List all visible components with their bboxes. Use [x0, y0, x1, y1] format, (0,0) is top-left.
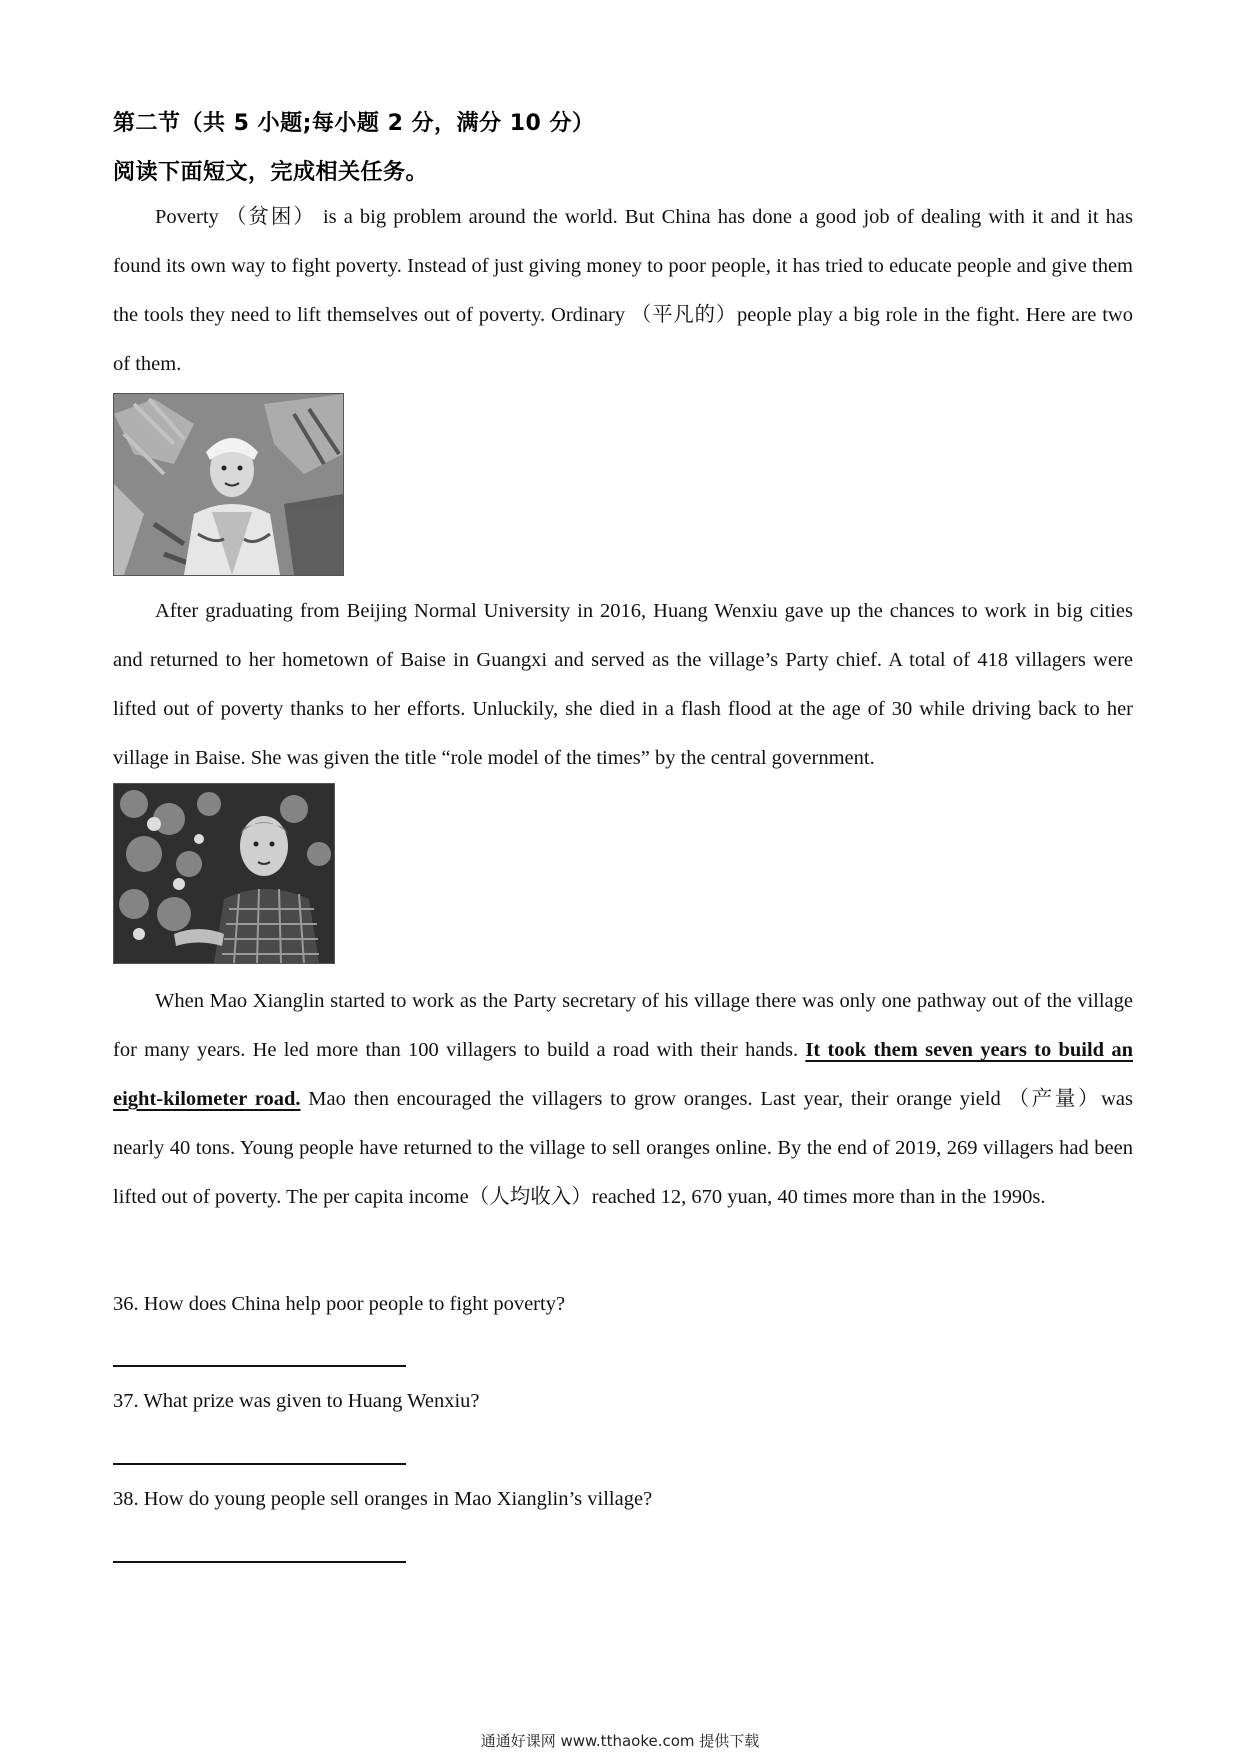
question-36: 36. How does China help poor people to fight poverty? [113, 1293, 566, 1315]
answer-line-36[interactable] [113, 1365, 406, 1367]
passage-mao-text-2: Mao then encouraged the villagers to grow oranges. Last year, their orange yield （产量）was nearly 40 tons. Young people have returned to the village to sell oranges online. By the end of 2019, 269 villagers had been lifted out of poverty. The per capita income（人均收入）reached 12, 670 yuan, 40 times more than in the 1990s. [113, 1088, 1134, 1208]
photo-mao-xianglin-image [114, 784, 334, 963]
answer-line-38[interactable] [113, 1561, 406, 1563]
question-37: 37. What prize was given to Huang Wenxiu? [113, 1390, 480, 1412]
passage-intro-text: Poverty （贫困） is a big problem around the world. But China has done a good job of dealing with it and it has found its own way to fight poverty. Instead of just giving money to poor people, it has tried to educate people and give them the tools they need to lift themselves out of poverty. Ordinary （平凡的）people play a big role in the fight. Here are two of them. [113, 206, 1133, 375]
passage-intro [113, 193, 1133, 389]
underlined-sentence: It took them seven years to build an eight-kilometer road. [113, 1039, 1133, 1110]
section-heading: 第二节（共 5 小题;每小题 2 分，满分 10 分） [113, 111, 595, 136]
question-38: 38. How do young people sell oranges in Mao Xianglin’s village? [113, 1488, 653, 1510]
footer-watermark: 通通好课网 www.tthaoke.com 提供下载 [480, 1732, 760, 1750]
answer-line-37[interactable] [113, 1463, 406, 1465]
passage-huang-text: After graduating from Beijing Normal University in 2016, Huang Wenxiu gave up the chances to work in big cities and returned to her hometown of Baise in Guangxi and served as the village’s Party chief. A total of 418 villagers were lifted out of poverty thanks to her efforts. Unluckily, she died in a flash flood at the age of 30 while driving back to her village in Baise. She was given the title “role model of the times” by the central government. [113, 600, 1133, 769]
photo-mao-xianglin [113, 783, 335, 964]
passage-mao [113, 977, 1133, 1222]
passage-huang [113, 587, 1133, 783]
photo-huang-wenxiu [113, 393, 344, 576]
photo-huang-wenxiu-image [114, 394, 343, 575]
passage-mao-text-1: When Mao Xianglin started to work as the Party secretary of his village there was only one pathway out of the village for many years. He led more than 100 villagers to build a road with their hands. [113, 990, 1133, 1061]
section-instruction: 阅读下面短文，完成相关任务。 [113, 160, 429, 185]
